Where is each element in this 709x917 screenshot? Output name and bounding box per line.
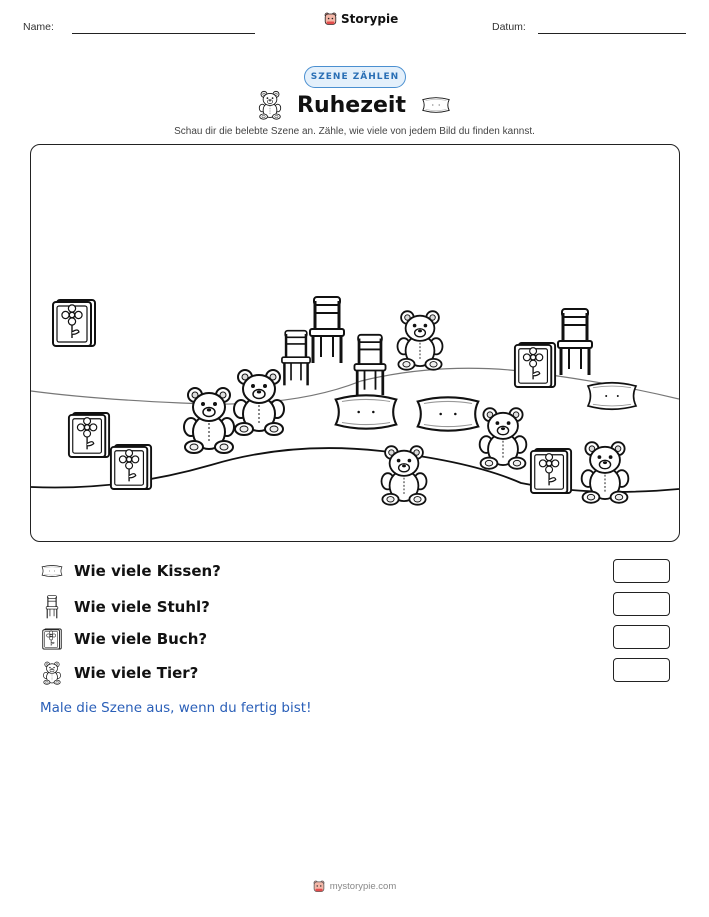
question-text: Wie viele Kissen?: [74, 562, 221, 580]
date-line[interactable]: [538, 33, 686, 34]
page-title: Ruhezeit: [297, 92, 406, 118]
scene-picture: [30, 144, 680, 542]
teddy-bear-1: [393, 307, 447, 373]
chair-icon: [40, 595, 64, 619]
answer-box-animals[interactable]: [613, 658, 670, 682]
pillow-3: [583, 377, 641, 415]
answer-box-chairs[interactable]: [613, 592, 670, 616]
coloring-instruction: Male die Szene aus, wenn du fertig bist!: [40, 700, 312, 716]
name-label: Name:: [23, 21, 54, 33]
question-pillows: [40, 562, 221, 580]
storypie-icon: [324, 12, 337, 26]
pillow-1: [329, 389, 403, 435]
book-icon: [40, 628, 64, 650]
storypie-icon: [313, 880, 325, 893]
brand-name: Storypie: [341, 12, 399, 26]
question-text: Wie viele Buch?: [74, 630, 208, 648]
footer: [0, 880, 709, 893]
pillow-icon: [420, 95, 452, 115]
question-books: [40, 628, 207, 650]
book-5: [529, 447, 573, 495]
answer-box-pillows[interactable]: [613, 559, 670, 583]
pillow-2: [411, 391, 485, 437]
teddy-bear-5: [377, 443, 431, 507]
book-1: [51, 297, 97, 349]
date-label: Datum:: [492, 21, 526, 33]
title-row: [0, 90, 709, 120]
name-line[interactable]: [72, 33, 255, 34]
teddy-bear-3: [229, 367, 289, 437]
answer-box-books[interactable]: [613, 625, 670, 649]
teddy-bear-6: [577, 439, 633, 505]
question-animals: [40, 661, 198, 685]
question-chairs: [40, 595, 210, 619]
book-2: [67, 411, 111, 459]
footer-url[interactable]: mystorypie.com: [329, 881, 397, 892]
book-3: [109, 443, 153, 491]
pillow-icon: [40, 562, 64, 580]
worksheet-type-badge: SZENE ZÄHLEN: [304, 66, 406, 88]
teddy-bear-icon: [40, 661, 64, 685]
chair-1: [307, 295, 347, 365]
book-4: [513, 341, 557, 389]
chair-4: [555, 307, 595, 377]
question-text: Wie viele Tier?: [74, 664, 199, 682]
chair-3: [351, 333, 389, 397]
brand-logo: [324, 12, 398, 26]
page-subtitle: Schau dir die belebte Szene an. Zähle, wie viele von jedem Bild du finden kannst.: [174, 126, 535, 137]
question-text: Wie viele Stuhl?: [74, 598, 210, 616]
teddy-bear-icon: [257, 90, 283, 120]
